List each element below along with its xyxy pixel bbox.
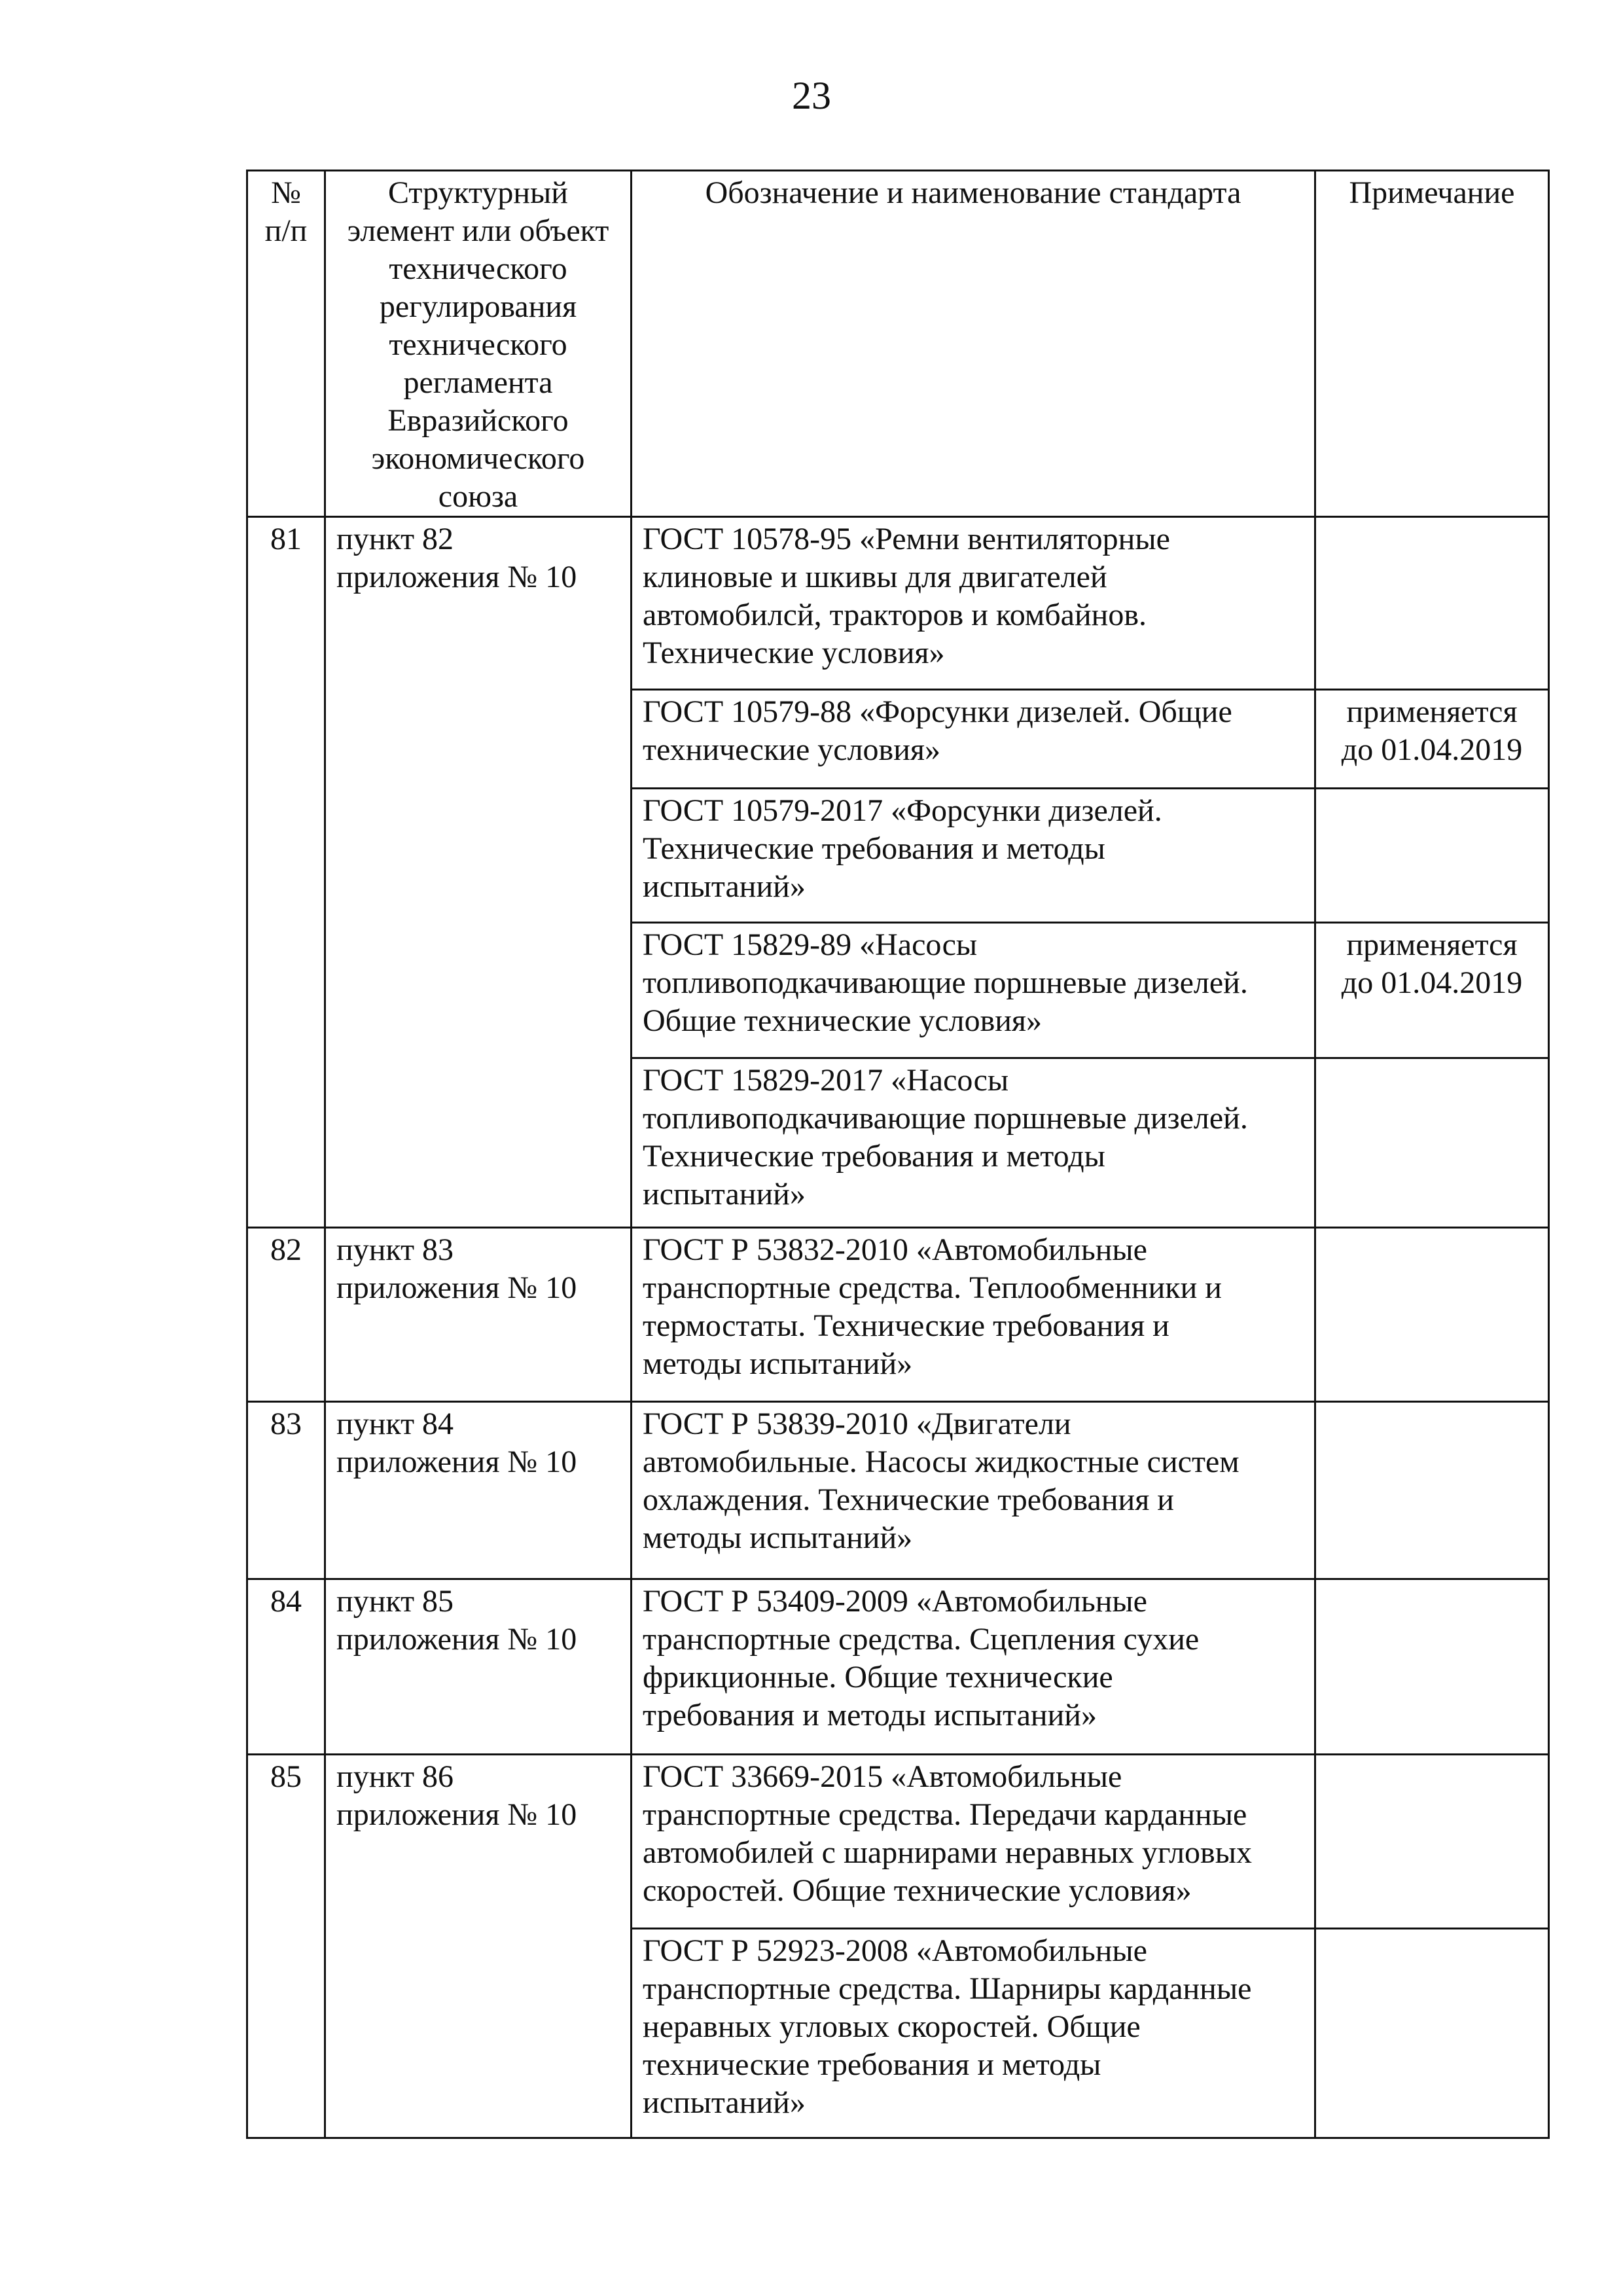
row-number: 81 xyxy=(247,517,325,1228)
row-number: 82 xyxy=(247,1228,325,1402)
header-element: Структурный элемент или объект технического регулирования технического регламента Евразийского экономического союза xyxy=(325,171,632,517)
table-row xyxy=(247,1228,1549,1402)
structural-element: пункт 86 приложения № 10 xyxy=(325,1755,632,2138)
note xyxy=(1315,1058,1549,1228)
standard-designation: ГОСТ 10578-95 «Ремни вентиляторные клиновые и шкивы для двигателей автомобилсй, тракторов и комбайнов. Технические условия» xyxy=(632,517,1315,690)
note: применяется до 01.04.2019 xyxy=(1315,690,1549,789)
structural-element: пункт 82 приложения № 10 xyxy=(325,517,632,1228)
note: применяется до 01.04.2019 xyxy=(1315,923,1549,1058)
note xyxy=(1315,1228,1549,1402)
note xyxy=(1315,789,1549,923)
standard-designation: ГОСТ Р 53409-2009 «Автомобильные транспортные средства. Сцепления сухие фрикционные. Общие технические требования и методы испытаний» xyxy=(632,1579,1315,1755)
page-number: 23 xyxy=(792,74,831,117)
header-num: № п/п xyxy=(247,171,325,517)
standard-designation: ГОСТ Р 53839-2010 «Двигатели автомобильные. Насосы жидкостные систем охлаждения. Технические требования и методы испытаний» xyxy=(632,1402,1315,1579)
table-row xyxy=(247,1402,1549,1579)
table-header-row xyxy=(247,171,1549,517)
note xyxy=(1315,1755,1549,1929)
standard-designation: ГОСТ Р 52923-2008 «Автомобильные транспортные средства. Шарниры карданные неравных угловых скоростей. Общие технические требования и методы испытаний» xyxy=(632,1929,1315,2138)
note xyxy=(1315,517,1549,690)
standard-designation: ГОСТ 10579-2017 «Форсунки дизелей. Технические требования и методы испытаний» xyxy=(632,789,1315,923)
standard-designation: ГОСТ 15829-2017 «Насосы топливоподкачивающие поршневые дизелей. Технические требования и методы испытаний» xyxy=(632,1058,1315,1228)
note xyxy=(1315,1402,1549,1579)
structural-element: пункт 84 приложения № 10 xyxy=(325,1402,632,1579)
row-number: 85 xyxy=(247,1755,325,2138)
header-standard: Обозначение и наименование стандарта xyxy=(632,171,1315,517)
standard-designation: ГОСТ Р 53832-2010 «Автомобильные транспортные средства. Теплообменники и термостаты. Технические требования и методы испытаний» xyxy=(632,1228,1315,1402)
structural-element: пункт 83 приложения № 10 xyxy=(325,1228,632,1402)
structural-element: пункт 85 приложения № 10 xyxy=(325,1579,632,1755)
table-row xyxy=(247,517,1549,690)
note xyxy=(1315,1579,1549,1755)
row-number: 83 xyxy=(247,1402,325,1579)
table-row xyxy=(247,1755,1549,1929)
standard-designation: ГОСТ 15829-89 «Насосы топливоподкачивающие поршневые дизелей. Общие технические условия» xyxy=(632,923,1315,1058)
standard-designation: ГОСТ 33669-2015 «Автомобильные транспортные средства. Передачи карданные автомобилей с шарнирами неравных угловых скоростей. Общие технические условия» xyxy=(632,1755,1315,1929)
row-number: 84 xyxy=(247,1579,325,1755)
standards-table xyxy=(246,170,1550,2139)
header-note: Примечание xyxy=(1315,171,1549,517)
standard-designation: ГОСТ 10579-88 «Форсунки дизелей. Общие технические условия» xyxy=(632,690,1315,789)
table-row xyxy=(247,1579,1549,1755)
note xyxy=(1315,1929,1549,2138)
